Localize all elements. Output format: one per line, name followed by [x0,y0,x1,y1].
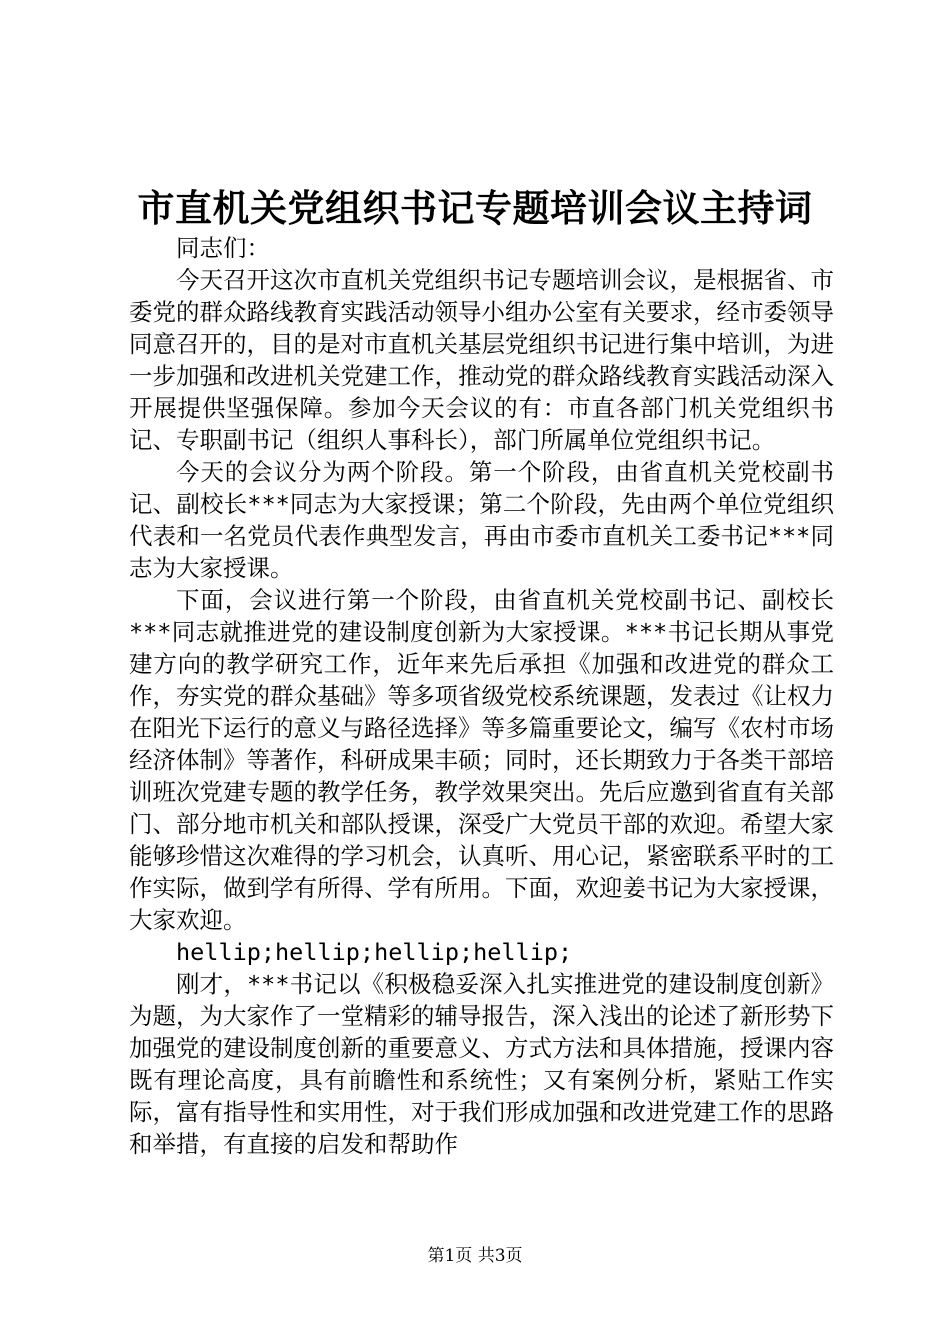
paragraph-meeting-stages: 今天的会议分为两个阶段。第一个阶段，由省直机关党校副书记、副校长***同志为大家授课；第二个阶段，先由两个单位党组织代表和一名党员代表作典型发言，再由市委市直机关工委书记***同志为大家授课。 [129,458,834,582]
document-body [129,232,834,1160]
paragraph-first-stage-intro: 下面，会议进行第一个阶段，由省直机关党校副书记、副校长***同志就推进党的建设制度创新为大家授课。***书记长期从事党建方向的教学研究工作，近年来先后承担《加强和改进党的群众工作，夯实党的群众基础》等多项省级党校系统课题，发表过《让权力在阳光下运行的意义与路径选择》等多篇重要论文，编写《农村市场经济体制》等著作，科研成果丰硕；同时，还长期致力于各类干部培训班次党建专题的教学任务，教学效果突出。先后应邀到省直有关部门、部分地市机关和部队授课，深受广大党员干部的欢迎。希望大家能够珍惜这次难得的学习机会，认真听、用心记，紧密联系平时的工作实际，做到学有所得、学有所用。下面，欢迎姜书记为大家授课，大家欢迎。 [129,586,834,934]
page-number-footer: 第1页 共3页 [427,1246,523,1266]
paragraph-greeting: 同志们： [176,234,270,262]
paragraph-meeting-purpose: 今天召开这次市直机关党组织书记专题培训会议，是根据省、市委党的群众路线教育实践活动领导小组办公室有关要求，经市委领导同意召开的，目的是对市直机关基层党组织书记进行集中培训，为进一步加强和改进机关党建工作，推动党的群众路线教育实践活动深入开展提供坚强保障。参加今天会议的有：市直各部门机关党组织书记、专职副书记（组织人事科长），部门所属单位党组织书记。 [129,266,834,454]
paragraph-summary: 刚才，***书记以《积极稳妥深入扎实推进党的建设制度创新》为题，为大家作了一堂精彩的辅导报告，深入浅出的论述了新形势下加强党的建设制度创新的重要意义、方式方法和具体措施，授课内容既有理论高度，具有前瞻性和系统性；又有案例分析，紧贴工作实际，富有指导性和实用性，对于我们形成加强和改进党建工作的思路和举措，有直接的启发和帮助作 [129,970,834,1158]
paragraph-ellipsis: hellip;hellip;hellip;hellip; [176,938,573,966]
document-title: 市直机关党组织书记专题培训会议主持词 [137,186,813,230]
